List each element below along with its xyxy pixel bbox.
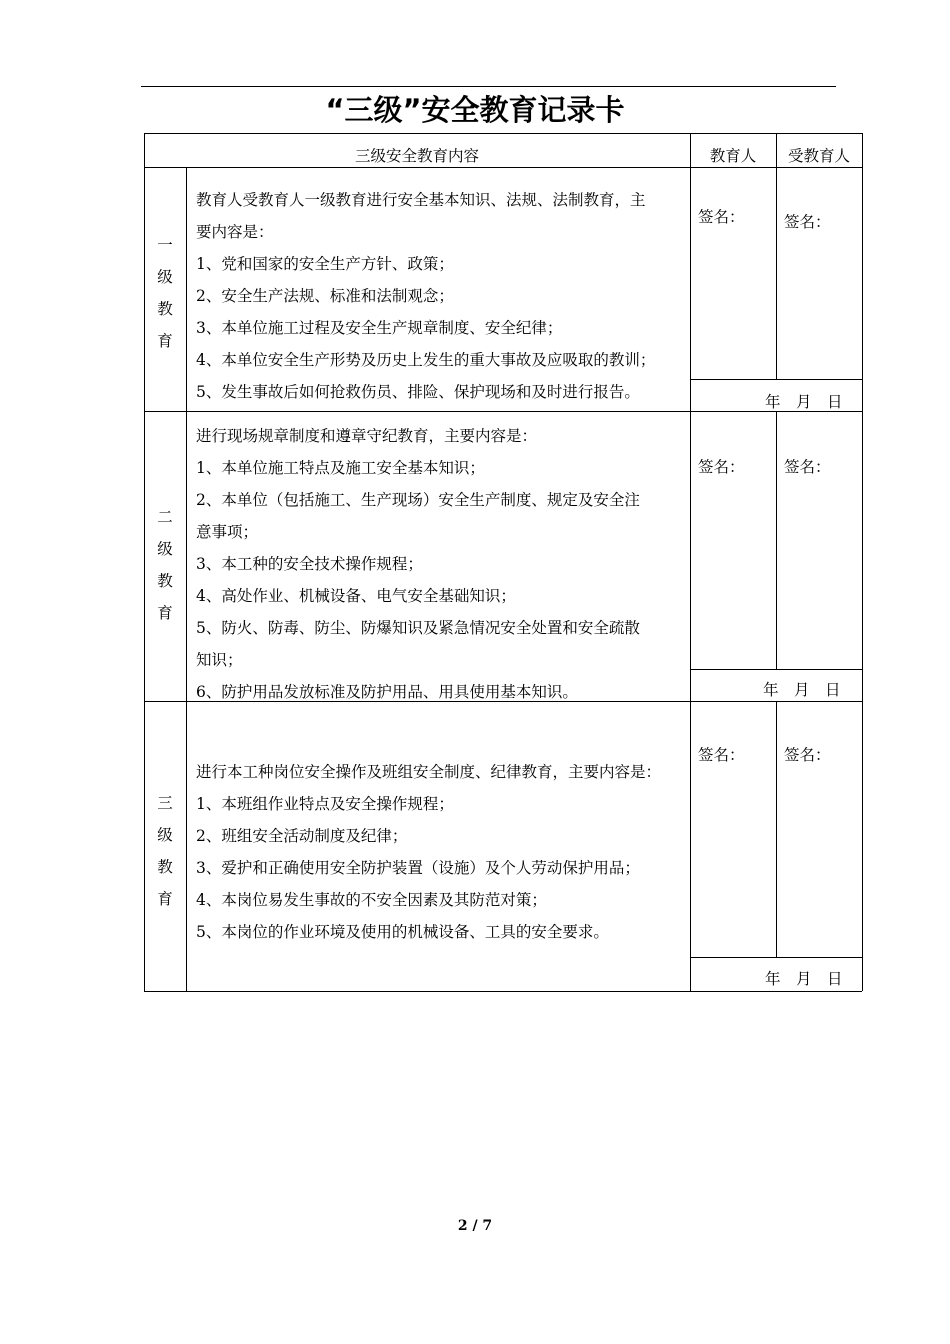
signature-divider-3: [776, 701, 777, 957]
content-line: 3、本工种的安全技术操作规程；: [196, 555, 423, 573]
educator-sign-label-3: 签名：: [698, 746, 745, 764]
date-divider-2: [690, 669, 862, 670]
education-record-table: [144, 133, 862, 991]
signature-divider-2: [776, 411, 777, 669]
section-label-level-3: 三 级 教 育: [157, 794, 173, 908]
content-line: 意事项；: [196, 523, 259, 541]
date-divider-1: [690, 379, 862, 380]
section-content-level-1: [196, 184, 691, 408]
table-border-right: [862, 133, 863, 991]
signature-divider-1: [776, 167, 777, 379]
content-line: 5、防火、防毒、防尘、防爆知识及紧急情况安全处置和安全疏散: [196, 619, 640, 637]
content-line: 要内容是：: [196, 223, 274, 241]
header-content: 三级安全教育内容: [354, 147, 479, 165]
content-line: 4、本单位安全生产形势及历史上发生的重大事故及应吸取的教训；: [196, 351, 656, 369]
educator-sign-label-1: 签名：: [698, 208, 745, 226]
content-line: 2、班组安全活动制度及纪律；: [196, 827, 408, 845]
section-content-level-2: [196, 420, 691, 708]
content-line: 1、党和国家的安全生产方针、政策；: [196, 255, 454, 273]
educatee-sign-label-2: 签名：: [784, 458, 831, 476]
educatee-sign-label-3: 签名：: [784, 746, 831, 764]
content-line: 4、本岗位易发生事故的不安全因素及其防范对策；: [196, 891, 547, 909]
content-line: 进行本工种岗位安全操作及班组安全制度、纪律教育，主要内容是：: [196, 763, 662, 781]
content-line: 6、防护用品发放标准及防护用品、用具使用基本知识。: [196, 683, 578, 701]
section-label-level-1: 一 级 教 育: [157, 236, 173, 350]
content-line: 5、发生事故后如何抢救伤员、排险、保护现场和及时进行报告。: [196, 383, 640, 401]
content-line: 知识；: [196, 651, 243, 669]
header-educatee: 受教育人: [787, 147, 850, 165]
date-label-3: 年 月 日: [765, 970, 843, 988]
section-content-level-3: [196, 756, 691, 948]
content-line: 2、安全生产法规、标准和法制观念；: [196, 287, 454, 305]
content-line: 教育人受教育人一级教育进行安全基本知识、法规、法制教育，主: [196, 191, 646, 209]
page-number: 2 / 7: [457, 1218, 493, 1234]
date-divider-3: [690, 957, 862, 958]
section-label-level-2: 二 级 教 育: [157, 508, 173, 622]
table-border-bottom: [144, 991, 862, 992]
date-label-2: 年 月 日: [763, 681, 841, 699]
educatee-sign-label-1: 签名：: [784, 213, 831, 231]
content-line: 5、本岗位的作业环境及使用的机械设备、工具的安全要求。: [196, 923, 609, 941]
header-rule: [141, 86, 836, 87]
label-column-divider: [186, 167, 187, 991]
date-label-1: 年 月 日: [765, 393, 843, 411]
document-title: “三级”安全教育记录卡: [325, 93, 625, 127]
table-border-top: [144, 133, 862, 134]
header-row-divider: [144, 167, 862, 168]
content-line: 2、本单位（包括施工、生产现场）安全生产制度、规定及安全注: [196, 491, 640, 509]
header-educator: 教育人: [709, 147, 757, 165]
content-line: 进行现场规章制度和遵章守纪教育，主要内容是：: [196, 427, 538, 445]
content-line: 1、本班组作业特点及安全操作规程；: [196, 795, 454, 813]
educator-sign-label-2: 签名：: [698, 458, 745, 476]
section-divider-1: [144, 411, 862, 412]
content-line: 4、高处作业、机械设备、电气安全基础知识；: [196, 587, 516, 605]
content-line: 3、本单位施工过程及安全生产规章制度、安全纪律；: [196, 319, 563, 337]
content-line: 1、本单位施工特点及施工安全基本知识；: [196, 459, 485, 477]
content-line: 3、爱护和正确使用安全防护装置（设施）及个人劳动保护用品；: [196, 859, 640, 877]
